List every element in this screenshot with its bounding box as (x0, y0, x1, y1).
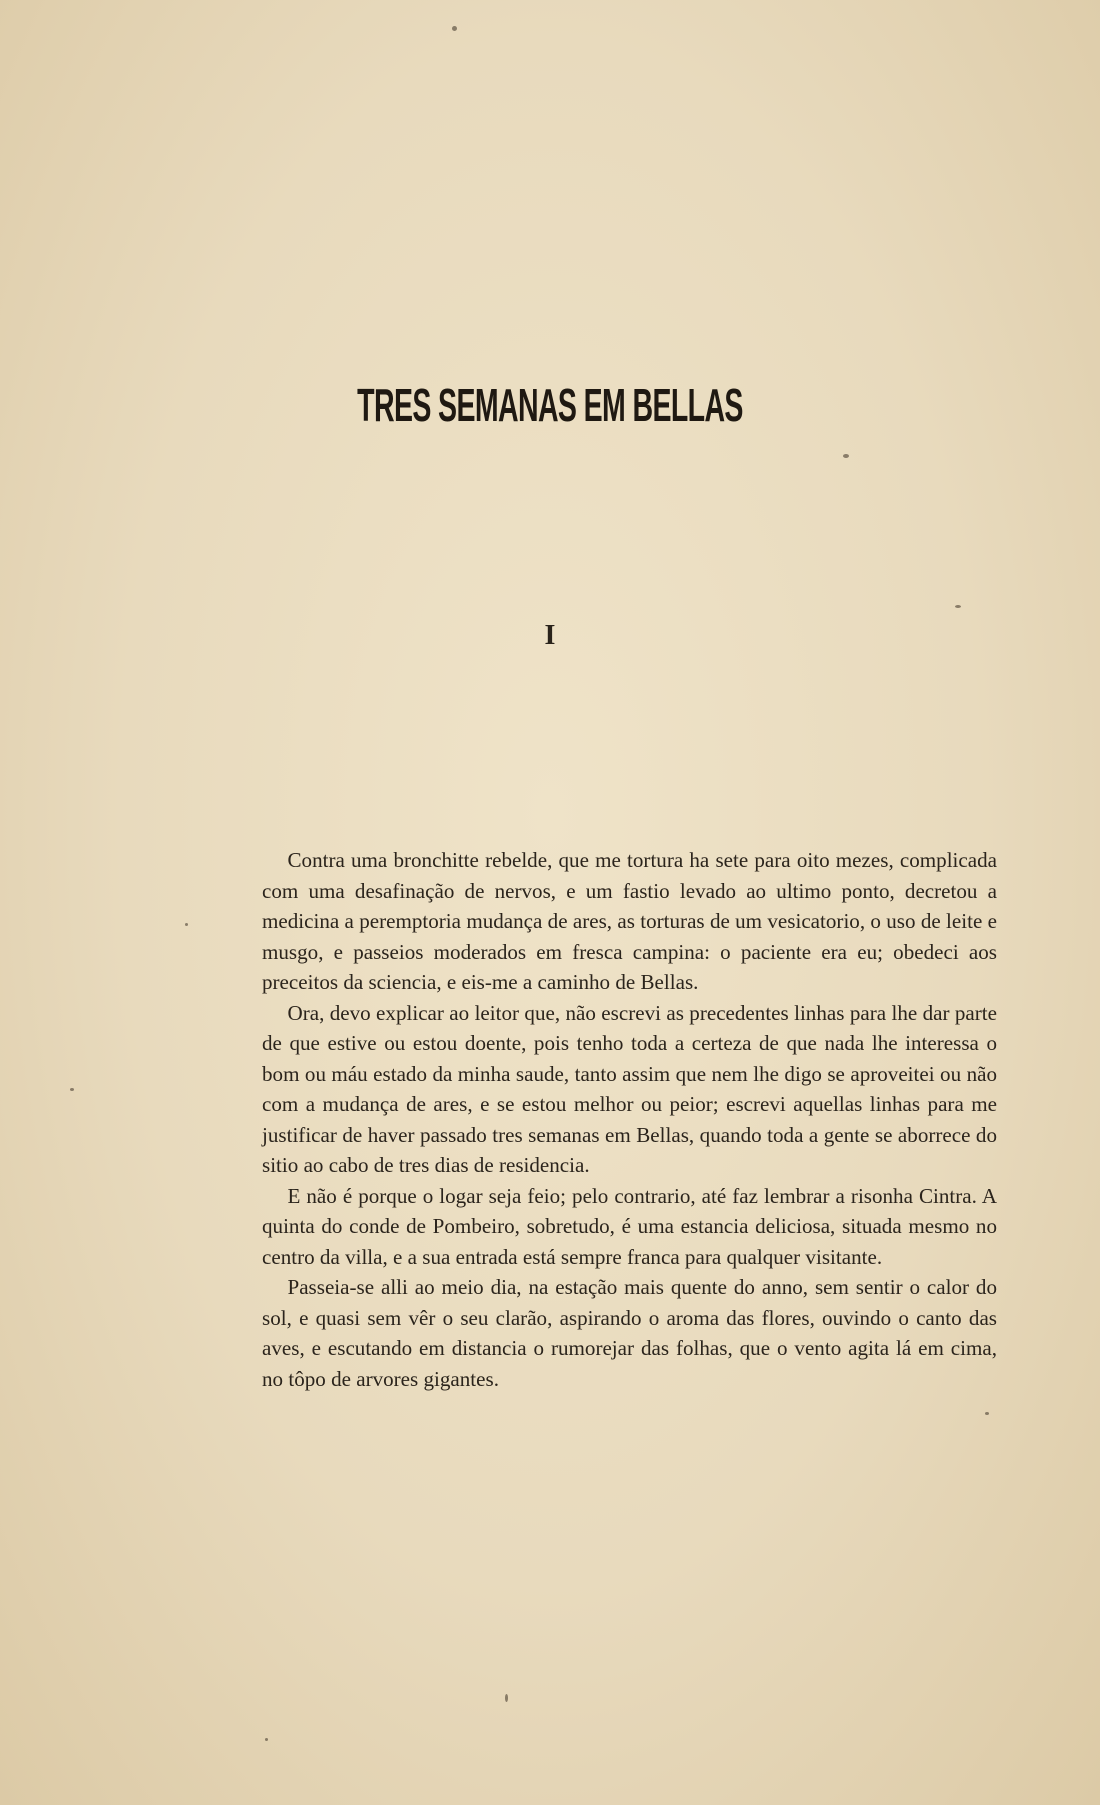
paragraph-3: E não é porque o logar seja feio; pelo contrario, até faz lembrar a risonha Cintra. A quinta do conde de Pombeiro, sobretudo, é uma estancia deliciosa, situada mesmo no centro da villa, e a sua entrada está sempre franca para qualquer visitante. (262, 1183, 998, 1269)
paper-speck (185, 923, 188, 926)
paper-speck (505, 1694, 508, 1702)
page-title: TRES SEMANAS EM BELLAS (357, 379, 743, 431)
paper-speck (955, 605, 961, 608)
body-text (262, 845, 1012, 1394)
paragraph-1: Contra uma bronchitte rebelde, que me tortura ha sete para oito mezes, complicada com uma desafinação de nervos, e um fastio levado ao ultimo ponto, decretou a medicina a peremptoria mudança de ares, as torturas de um vesicatorio, o uso de leite e musgo, e passeios moderados em fresca campina: o paciente era eu; obedeci aos preceitos da sciencia, e eis-me a caminho de Bellas. (262, 848, 998, 994)
show-through-text (470, 190, 890, 850)
paper-speck (985, 1412, 989, 1415)
chapter-number: I (544, 620, 556, 651)
paper-speck (265, 1738, 268, 1741)
paragraph-4: Passeia-se alli ao meio dia, na estação mais quente do anno, sem sentir o calor do sol, e quasi sem vêr o seu clarão, aspirando o aroma das flores, ouvindo o canto das aves, e escutando em distancia o rumorejar das folhas, que o vento agita lá em cima, no tôpo de arvores gigantes. (262, 1275, 998, 1391)
paragraph-2: Ora, devo explicar ao leitor que, não escrevi as precedentes linhas para lhe dar parte de que estive ou estou doente, pois tenho toda a certeza de que nada lhe interessa o bom ou máu estado da minha saude, tanto assim que nem lhe digo se aproveitei ou não com a mudança de ares, e se estou melhor ou peior; escrevi aquellas linhas para me justificar de haver passado tres semanas em Bellas, quando toda a gente se aborrece do sitio ao cabo de tres dias de residencia. (262, 1000, 998, 1177)
paper-speck (843, 454, 849, 458)
paper-speck (452, 26, 457, 31)
paper-speck (70, 1088, 74, 1091)
